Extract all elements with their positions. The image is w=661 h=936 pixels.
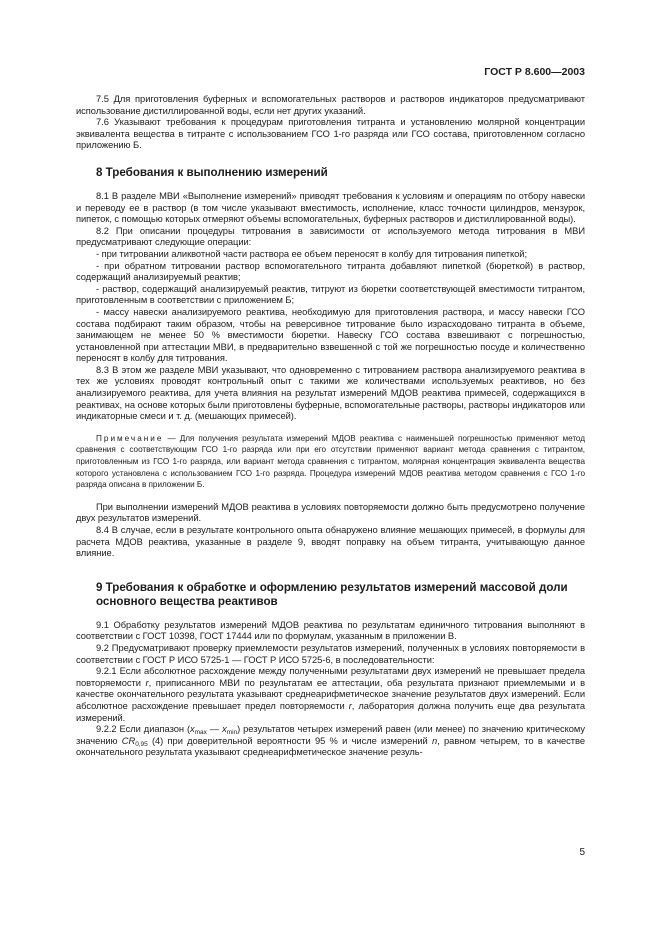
paragraph-8-3: 8.3 В этом же разделе МВИ указывают, что одновременно с титрованием раствора анализируемого реактива в тех же условиях проводят контрольный опыт с такими же количествами используемых реактивов, но без анализируемого реактива, для учета влияния на результат измерений МДОВ реактива примесей, содержащихся в реактивах, на основе которых были приготовлены буферные, вспомогательные растворы, растворы индикаторов или индикаторные смеси и т. д. (мешающих примесей). xyxy=(76,364,585,422)
paragraph-8-4: 8.4 В случае, если в результате контрольного опыта обнаружено влияние мешающих примесей, в формулы для расчета МДОВ реактива, указанные в разделе 9, вводят поправку на объем титранта, учитывающую данное влияние. xyxy=(76,525,585,559)
paragraph-7-5: 7.5 Для приготовления буферных и вспомогательных растворов и растворов индикаторов предусматривают использование дистиллированной воды, если нет других указаний. xyxy=(76,94,585,116)
paragraph-after-note: При выполнении измерений МДОВ реактива в условиях повторяемости должно быть предусмотрено получение двух результатов измерений. xyxy=(76,501,585,524)
text-run: — xyxy=(206,724,223,735)
subscript-min: min xyxy=(226,729,238,737)
variable-r: r xyxy=(348,700,352,711)
list-item: - при обратном титровании раствор вспомогательного титранта добавляют пипеткой (бюреткой) в раствор, содержащий анализируемый реактив; xyxy=(76,260,585,283)
text-run: 9.2.1 Если абсолютное расхождение между полученными результатами двух измерений не превышает предела повторяемости xyxy=(76,666,585,688)
variable-r: r xyxy=(145,677,149,688)
section-8-heading: 8 Требования к выполнению измерений xyxy=(96,165,328,179)
note-paragraph xyxy=(76,433,585,491)
list-item: - массу навески анализируемого реактива, необходимую для приготовления раствора, и массу навески ГСО состава подбирают таким образом, чтобы на реверсивное титрование было израсходовано титранта в объеме, занимающем не менее 50 % вместимости бюретки. Навеску ГСО состава взвешивают с погрешностью, установленной при аттестации МВИ, в предварительно взвешенной с той же погрешностью посуде и количественно переносят в колбу для титрования. xyxy=(76,306,585,364)
paragraph-9-2: 9.2 Предусматривают проверку приемлемости результатов измерений, полученных в условиях повторяемости в соответствии с ГОСТ Р ИСО 5725-1 — ГОСТ Р ИСО 5725-6, в последовательности: xyxy=(76,642,585,665)
text-run: , равном четырем, то в качестве окончательного результата указывают среднеарифметическое значение резуль- xyxy=(76,735,585,758)
paragraph-8-1: 8.1 В разделе МВИ «Выполнение измерений» приводят требования к условиям и операциям по отбору навески и переводу ее в раствор (в том числе указывают вместимость, исполнение, класс точности цилиндров, мензурок, пипеток, с помощью которых отмеряют объемы вспомогательных, буферных растворов и дистиллированной воды). xyxy=(76,190,585,225)
paragraph-8-2: 8.2 При описании процедуры титрования в зависимости от используемого метода титрования в МВИ предусматривают следующие операции: xyxy=(76,225,585,248)
standard-header: ГОСТ Р 8.600—2003 xyxy=(484,66,585,78)
variable-n: n xyxy=(432,735,438,746)
list-item: - раствор, содержащий анализируемый реактив, титруют из бюретки соответствующей вместимости титрантом, приготовленным в соответствии с приложением Б; xyxy=(76,283,585,306)
page-number: 5 xyxy=(579,847,585,858)
paragraph-9-2-2 xyxy=(76,724,585,759)
variable-cr: CR xyxy=(121,735,136,746)
page-content xyxy=(76,94,585,759)
paragraph-9-1: 9.1 Обработку результатов измерений МДОВ реактива по результатам единичного титрования выполняют в соответствии с ГОСТ 10398, ГОСТ 17444 или по формулам, указанным в приложении В. xyxy=(76,619,585,642)
list-item: - при титровании аликвотной части раствора ее объем переносят в колбу для титрования пипеткой; xyxy=(96,248,528,259)
note-label: Примечание xyxy=(96,433,164,443)
text-run: 9.2.2 Если диапазон ( xyxy=(96,724,191,735)
text-run: (4) при доверительной вероятности 95 % и числе измерений xyxy=(147,735,433,746)
text-run: , лаборатория должна получить еще два результата измерений. xyxy=(76,700,585,723)
paragraph-9-2-1 xyxy=(76,666,585,724)
text-run: , приписанного МВИ по результатам ее аттестации, оба результата признают приемлемыми и в качестве окончательного результата указывают среднеарифметическое значение результатов двух измерений. Если абсолютное расхождение превышает предел повторяемости xyxy=(76,677,585,711)
subscript-095: 0,95 xyxy=(135,740,148,748)
variable-x: x xyxy=(222,724,227,735)
paragraph-7-6: 7.6 Указывают требования к процедурам приготовления титранта и установлению молярной концентрации эквивалента вещества в титранте с использованием ГСО 1-го разряда или ГСО состава, приготовленном согласно приложению Б. xyxy=(76,117,585,151)
subscript-max: max xyxy=(194,729,207,737)
note-text: — Для получения результата измерений МДОВ реактива с наименьшей погрешностью применяют метод сравнения с соответствующим ГСО 1-го разряда или при его отсутствии применяют вариант метода сравнения с титрантом, приготовленным из ГСО 1-го разряда, или вариант метода сравнения с титрантом, молярная концентрация эквивалента вещества которого установлена с использованием ГСО 1-го разряда. Процедура измерений МДОВ реактива методом сравнения с ГСО 1-го разряда описана в приложении Б. xyxy=(76,433,585,490)
text-run: ) результатов четырех измерений равен (или менее) по значению критическому значению xyxy=(76,724,585,746)
variable-x: x xyxy=(190,724,195,735)
section-9-heading: 9 Требования к обработке и оформлению результатов измерений массовой доли основного вещества реактивов xyxy=(96,580,568,608)
